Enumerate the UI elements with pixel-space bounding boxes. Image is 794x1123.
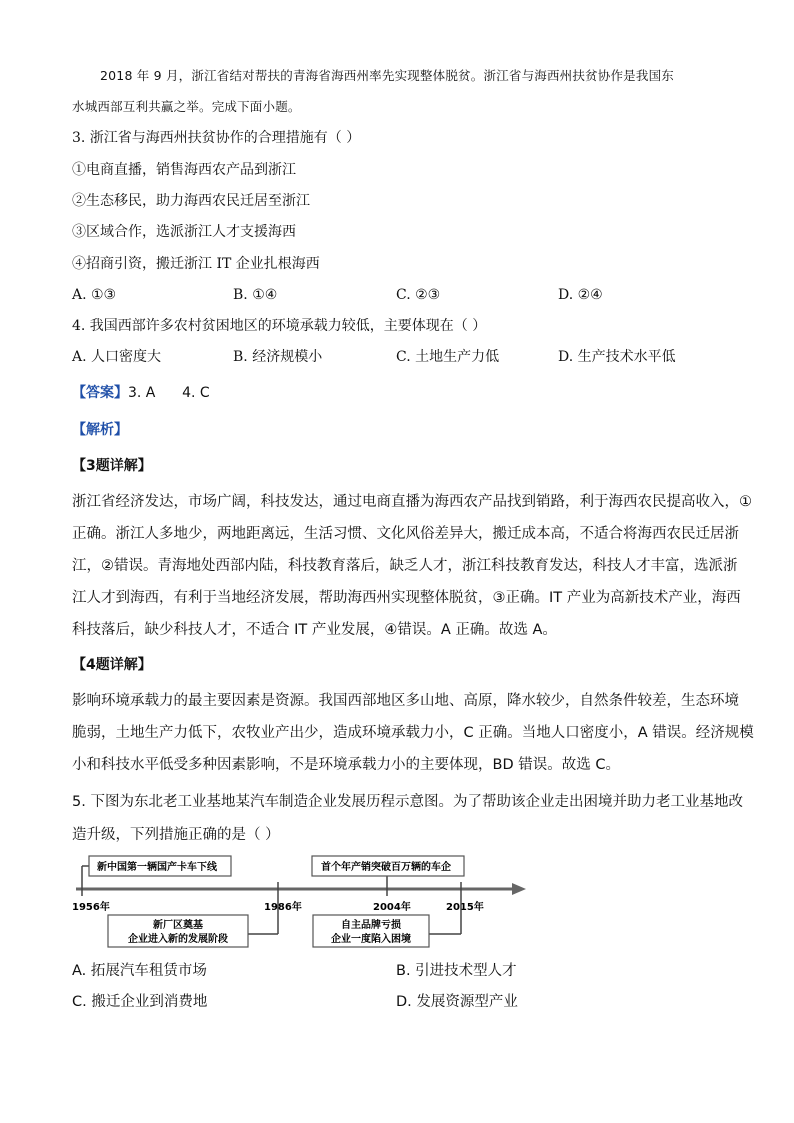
q3-detail-line-1: 浙江省经济发达，市场广阔，科技发达，通过电商直播为海西农产品找到销路，利于海西农民提高收入，① (72, 494, 752, 510)
intro-line-2: 水城西部互利共赢之举。完成下面小题。 (72, 99, 301, 114)
event-2015-line1: 自主品牌亏损 (341, 920, 401, 931)
q4-detail-line-3: 小和科技水平低受多种因素影响，不是环境承载力小的主要体现，BD 错误。故选 C。 (72, 757, 620, 773)
q3-option-d: D. ②④ (558, 287, 603, 303)
year-label-2004: 2004年 (373, 902, 411, 913)
q4-detail-heading: 【4题详解】 (72, 657, 152, 673)
q4-stem: 4. 我国西部许多农村贫困地区的环境承载力较低，主要体现在（ ） (72, 318, 487, 334)
intro-line-1: 2018 年 9 月，浙江省结对帮扶的青海省海西州率先实现整体脱贫。浙江省与海西州扶贫协作是我国东 (100, 68, 674, 83)
q3-item-4: ④招商引资，搬迁浙江 IT 企业扎根海西 (72, 256, 320, 272)
event-1986-line1: 新厂区奠基 (153, 920, 203, 931)
event-1956-text: 新中国第一辆国产卡车下线 (97, 862, 217, 873)
q3-item-1: ①电商直播，销售海西农产品到浙江 (72, 162, 296, 178)
q3-item-3: ③区域合作，选派浙江人才支援海西 (72, 224, 296, 240)
q4-option-a: A. 人口密度大 (72, 349, 162, 365)
q3-item-2: ②生态移民，助力海西农民迁居至浙江 (72, 193, 310, 209)
q4-option-c: C. 土地生产力低 (396, 349, 500, 365)
q5-option-a: A. 拓展汽车租赁市场 (72, 963, 207, 979)
year-label-1956: 1956年 (72, 902, 110, 913)
q5-option-c: C. 搬迁企业到消费地 (72, 994, 208, 1010)
answer-tag: 【答案】 (72, 385, 128, 401)
q3-detail-line-5: 科技落后，缺少科技人才，不适合 IT 产业发展，④错误。A 正确。故选 A。 (72, 622, 557, 638)
event-2004-text: 首个年产销突破百万辆的车企 (321, 862, 451, 873)
q3-option-b: B. ①④ (233, 287, 278, 303)
q3-detail-heading: 【3题详解】 (72, 458, 152, 474)
timeline-arrow-icon (512, 883, 526, 895)
q5-option-b: B. 引进技术型人才 (396, 963, 517, 979)
q5-stem-line-1: 5. 下图为东北老工业基地某汽车制造企业发展历程示意图。为了帮助该企业走出困境并助力老工业基地改 (72, 794, 743, 810)
q3-detail-line-2: 正确。浙江人多地少，两地距离远，生活习惯、文化风俗差异大，搬迁成本高，不适合将海西农民迁居浙 (72, 526, 739, 542)
answer-line (72, 383, 210, 403)
q3-option-c: C. ②③ (396, 287, 441, 303)
q3-stem: 3. 浙江省与海西州扶贫协作的合理措施有（ ） (72, 130, 361, 146)
q3-detail-line-3: 江，②错误。青海地处西部内陆，科技教育落后，缺乏人才，浙江科技教育发达，科技人才丰富，选派浙 (72, 558, 738, 574)
event-2015-line2: 企业一度陷入困境 (331, 934, 411, 945)
q5-stem-line-2: 造升级，下列措施正确的是（ ） (72, 827, 280, 843)
year-label-1986: 1986年 (264, 902, 302, 913)
event-1986-line2: 企业进入新的发展阶段 (128, 934, 228, 945)
q4-option-b: B. 经济规模小 (233, 349, 323, 365)
q3-detail-line-4: 江人才到海西，有利于当地经济发展，帮助海西州实现整体脱贫，③正确。IT 产业为高新技术产业，海西 (72, 590, 741, 606)
q4-detail-line-2: 脆弱，土地生产力低下，农牧业产出少，造成环境承载力小，C 正确。当地人口密度小，A 错误。经济规模 (72, 725, 754, 741)
answer-value: 3. A 4. C (128, 385, 210, 401)
year-label-2015: 2015年 (446, 902, 484, 913)
q5-option-d: D. 发展资源型产业 (396, 994, 518, 1010)
analysis-tag: 【解析】 (72, 422, 128, 438)
q4-detail-line-1: 影响环境承载力的最主要因素是资源。我国西部地区多山地、高原，降水较少，自然条件较差，生态环境 (72, 693, 739, 709)
timeline-figure (72, 852, 532, 952)
q3-option-a: A. ①③ (72, 287, 117, 303)
q4-option-d: D. 生产技术水平低 (558, 349, 676, 365)
